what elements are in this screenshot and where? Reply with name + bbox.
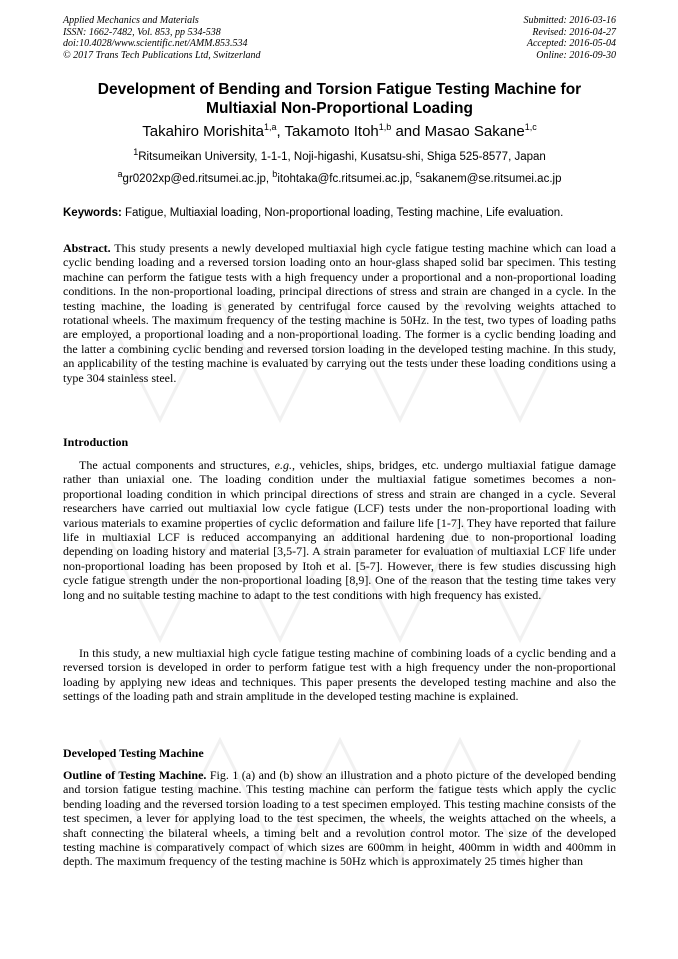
introduction-paragraph-2 — [63, 646, 616, 704]
email-list — [63, 171, 616, 187]
author-list — [63, 122, 616, 142]
intro-text: In this study, a new multiaxial high cycle fatigue testing machine of combining loads of a cyclic bending and a reversed torsion is developed in order to perform fatigue test with a high frequency under the non-proportional loading by applying new ideas and techniques. This paper presents the developed testing machine and also the settings of the loading path and strain amplitude in the developed testing machine is explained. — [63, 646, 616, 704]
doi: doi:10.4028/www.scientific.net/AMM.853.534 — [63, 38, 248, 49]
author-separator: , — [276, 123, 285, 140]
email-link[interactable]: sakanem@se.ritsumei.ac.jp — [420, 173, 562, 185]
title-line-2: Multiaxial Non-Proportional Loading — [206, 100, 473, 117]
outline-paragraph — [63, 768, 616, 869]
introduction-paragraph-1 — [63, 458, 616, 602]
keywords-text: Fatigue, Multiaxial loading, Non-proportional loading, Testing machine, Life evaluation. — [121, 207, 564, 219]
email-mark: c — [415, 169, 421, 180]
submitted-date: Submitted: 2016-03-16 — [523, 15, 616, 26]
email-mark: a — [117, 169, 123, 180]
abstract-text: This study presents a newly developed multiaxial high cycle fatigue testing machine which can load a cyclic bending loading and a reversed torsion loading onto an hour-glass shaped solid bar specimen. This testing machine can perform the fatigue tests with a high frequency under a proportional and a non-proportional loading conditions. In the non-proportional loading, principal directions of stress and strain are changed in a cycle. In the testing machine, the loading is generated by centrifugal force caused by the revolving weights attached to rotational wheels. The maximum frequency of the testing machine is 50Hz. In the test, two types of loading paths are employed, a proportional loading and a non-proportional loading. The former is a cyclic bending loading and the latter a combining cyclic bending and reversed torsion loading in the developed testing machine. In this study, an applicability of the testing machine is evaluated by carrying out the tests under these loading conditions using a type 304 stainless steel. — [63, 241, 616, 385]
revised-date: Revised: 2016-04-27 — [532, 26, 616, 38]
author-name: Masao Sakane — [424, 123, 525, 140]
title-line-1: Development of Bending and Torsion Fatigue Testing Machine for — [97, 81, 582, 98]
outline-text: Fig. 1 (a) and (b) show an illustration and a photo picture of the developed bending and torsion fatigue testing machine. This testing machine can perform the fatigue tests which apply the cyclic bending loading and the reversed torsion loading to a test specimen employed. This testing machine consists of the test specimen, a lever for applying load to the test specimen, the wheels, the weights attached on the wheels, a shaft connecting the bilateral wheels, a timing belt and a revolution control motor. The size of the developed testing machine is comparatively compact of which sizes are 600mm in height, 400mm in width and 400mm in depth. The maximum frequency of the testing machine is 50Hz which is approximately 25 times higher than — [63, 768, 617, 869]
author-affil-mark: 1,b — [378, 122, 392, 132]
affil-text: Ritsumeikan University, 1-1-1, Noji-higashi, Kusatsu-shi, Shiga 525-8577, Japan — [138, 151, 546, 163]
journal-name: Applied Mechanics and Materials — [63, 15, 199, 26]
intro-eg: e.g. — [274, 458, 292, 472]
affiliation — [63, 149, 616, 165]
affil-mark: 1 — [133, 147, 139, 158]
journal-info — [63, 15, 261, 61]
keywords — [63, 206, 616, 221]
issn: ISSN: 1662-7482, Vol. 853, pp 534-538 — [63, 26, 221, 38]
developed-heading: Developed Testing Machine — [63, 746, 204, 760]
email-link[interactable]: gr0202xp@ed.ritsumei.ac.jp, — [122, 173, 273, 185]
abstract-label: Abstract. — [63, 241, 111, 255]
intro-text: The actual components and structures, — [79, 458, 275, 472]
author-separator: and — [391, 123, 425, 140]
online-date: Online: 2016-09-30 — [536, 49, 616, 61]
author-affil-mark: 1,c — [524, 122, 537, 132]
intro-text: , vehicles, ships, bridges, etc. undergo multiaxial fatigue damage rather than uniaxial one. The loading condition under the multiaxial fatigue sometimes becomes a non-proportional loading condition in which principal directions of stress and strain are changed in a cycle. Several researchers have carried out multiaxial low cycle fatigue (LCF) tests under the non-proportional loading with various materials to examine properties of cyclic deformation and failure life [1-7]. They have reported that failure life in multiaxial LCF is reduced accompanying an additional hardening due to non-proportional loading depending on loading history and material [3,5-7]. A strain parameter for evaluation of multiaxial LCF life under non-proportional loading has been proposed by Itoh et al. [5-7]. However, there is few studies discussing high cycle fatigue strength under the non-proportional loading [8,9]. One of the reason that the testing time takes very long and no suitable testing machine to adapt to the test conditions with high frequency has existed. — [63, 458, 616, 602]
author-name: Takamoto Itoh — [284, 123, 379, 140]
author-name: Takahiro Morishita — [142, 123, 264, 140]
copyright: © 2017 Trans Tech Publications Ltd, Switzerland — [63, 49, 261, 61]
keywords-label: Keywords: — [63, 207, 122, 219]
email-mark: b — [272, 169, 278, 180]
paper-title — [63, 80, 616, 118]
outline-label: Outline of Testing Machine. — [63, 768, 207, 782]
author-affil-mark: 1,a — [263, 122, 277, 132]
email-link[interactable]: itohtaka@fc.ritsumei.ac.jp, — [277, 173, 416, 185]
dates-info — [524, 15, 617, 61]
accepted-date: Accepted: 2016-05-04 — [526, 38, 616, 49]
abstract — [63, 241, 616, 385]
introduction-heading: Introduction — [63, 435, 129, 449]
